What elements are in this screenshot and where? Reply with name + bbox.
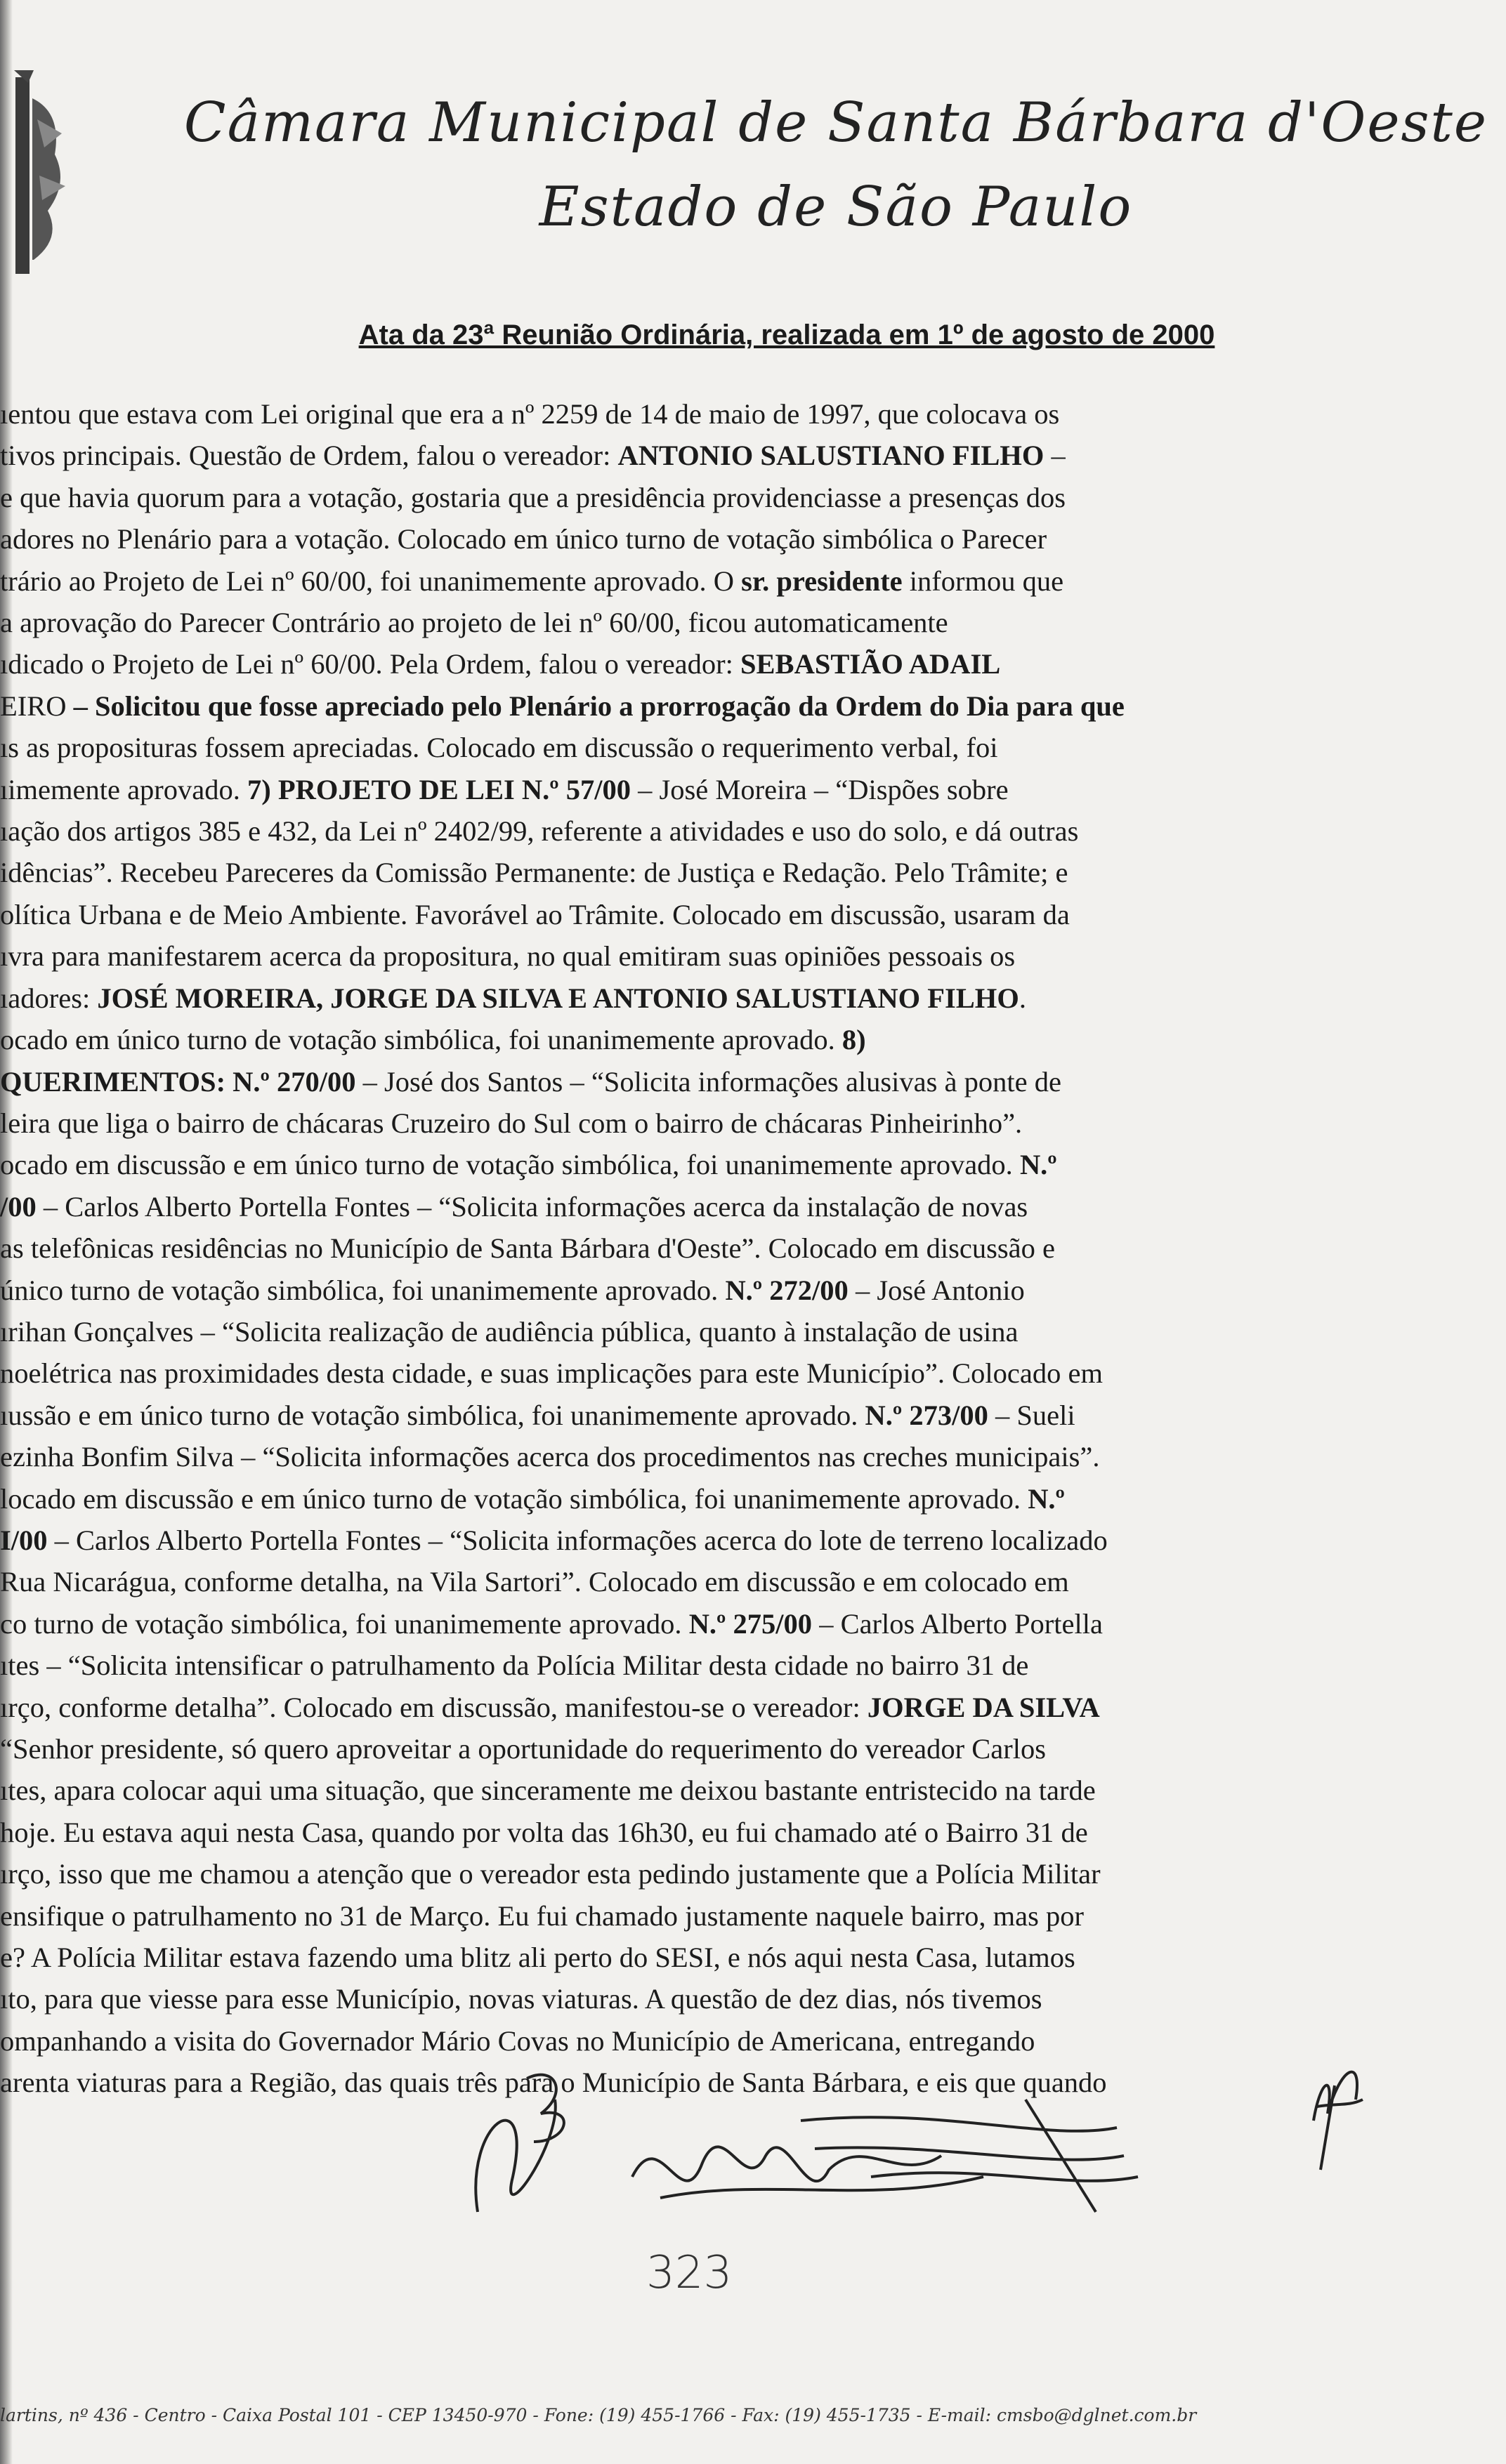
bold-segment: 8) [842,1024,866,1056]
document-title: Ata da 23ª Reunião Ordinária, realizada em 1º de agosto de 2000 [358,319,1215,350]
text-line [0,1937,1366,1978]
bold-segment: I/00 [0,1524,48,1556]
text-segment: e que havia quorum para a votação, gostaria que a presidência providenciasse a presenças dos [0,481,1066,513]
text-segment: olítica Urbana e de Meio Ambiente. Favorável ao Trâmite. Colocado em discussão, usaram da [0,898,1070,930]
text-line [0,1102,1366,1144]
text-line [0,477,1366,518]
text-segment: Rua Nicarágua, conforme detalha, na Vila Sartori”. Colocado em discussão e em colocado em [0,1566,1069,1598]
text-line [0,518,1366,560]
text-segment: . [1019,982,1026,1014]
text-line [0,727,1366,768]
text-segment: informou que [902,565,1064,597]
text-segment: noelétrica nas proximidades desta cidade, e suas implicações para este Município”. Colocado em [0,1357,1103,1390]
text-line [0,1645,1366,1686]
text-line [0,1561,1366,1602]
text-segment: co turno de votação simbólica, foi unanimemente aprovado. [0,1607,689,1640]
text-line [0,435,1366,476]
signatures [450,2036,1503,2303]
bold-segment: ANTONIO SALUSTIANO FILHO [617,440,1045,472]
text-line [0,1019,1366,1060]
bold-segment: sr. presidente [741,565,903,597]
text-line [0,1436,1366,1477]
bold-segment: N.º [1019,1149,1057,1181]
text-segment: – Carlos Alberto Portella [812,1607,1104,1640]
text-segment: único turno de votação simbólica, foi unanimemente aprovado. [0,1274,726,1306]
text-segment: idências”. Recebeu Pareceres da Comissão Permanente: de Justiça e Redação. Pelo Trâmite; e [0,857,1068,889]
text-line [0,769,1366,810]
bold-segment: N.º 275/00 [688,1607,813,1640]
text-segment: ıentou que estava com Lei original que era a nº 2259 de 14 de maio de 1997, que colocava os [0,398,1060,430]
text-segment: ensifique o patrulhamento no 31 de Março. Eu fui chamado justamente naquele bairro, mas por [0,1899,1085,1932]
text-segment: ıto, para que viesse para esse Município, novas viaturas. A questão de dez dias, nós tivemos [0,1983,1042,2015]
text-line [0,1728,1366,1770]
footer-contact-line: lartins, nº 436 - Centro - Caixa Postal 101 - CEP 13450-970 - Fone: (19) 455-1766 - Fax: (19) 455-1735 - E-mail: cmsbo@dglnet.com.br [0,2405,1197,2425]
text-line [0,1186,1366,1227]
bold-segment: – Solicitou que fosse apreciado pelo Plenário a prorrogação da Ordem do Dia para que [66,690,1125,722]
text-segment: ıimemente aprovado. [0,773,248,805]
text-segment: locado em discussão e em único turno de votação simbólica, foi unanimemente aprovado. [0,1482,1028,1515]
text-line [0,1853,1366,1895]
text-line [0,1520,1366,1561]
text-segment: ırço, conforme detalha”. Colocado em discussão, manifestou-se o vereador: [0,1691,867,1723]
text-segment: ıdicado o Projeto de Lei nº 60/00. Pela Ordem, falou o vereador: [0,648,741,680]
text-segment: “Senhor presidente, só quero aproveitar a oportunidade do requerimento do vereador Carlos [0,1733,1046,1765]
text-segment: ıvra para manifestarem acerca da propositura, no qual emitiram suas opiniões pessoais os [0,940,1016,973]
text-line [0,977,1366,1019]
text-segment: arenta viaturas para a Região, das quais três para o Município de Santa Bárbara, e eis que quando [0,2067,1107,2099]
letterhead-chamber-name: Câmara Municipal de Santa Bárbara d'Oeste [183,91,1488,154]
text-segment: tivos principais. Questão de Ordem, falou o vereador: [0,440,618,472]
text-line [0,810,1366,852]
bold-segment: /00 [0,1190,37,1223]
coat-of-arms-icon [13,70,76,281]
text-segment: ıs as proposituras fossem apreciadas. Colocado em discussão o requerimento verbal, foi [0,732,998,764]
text-line [0,1478,1366,1520]
text-segment: – José Moreira – “Dispões sobre [630,773,1009,805]
text-segment: – José dos Santos – “Solicita informações alusivas à ponte de [355,1065,1061,1098]
letterhead-state-name: Estado de São Paulo [539,176,1133,239]
text-segment: – Carlos Alberto Portella Fontes – “Solicita informações acerca do lote de terreno localizado [47,1524,1108,1556]
text-segment: as telefônicas residências no Município de Santa Bárbara d'Oeste”. Colocado em discussão e [0,1232,1055,1265]
bold-segment: JOSÉ MOREIRA, JORGE DA SILVA E ANTONIO SALUSTIANO FILHO [97,982,1019,1014]
bold-segment: N.º 272/00 [725,1274,849,1306]
text-line [0,894,1366,935]
bold-segment: N.º 273/00 [865,1399,988,1431]
text-line [0,1978,1366,2020]
text-segment: e? A Polícia Militar estava fazendo uma blitz ali perto do SESI, e nós aqui nesta Casa, lutamos [0,1942,1075,1974]
text-segment: ompanhando a visita do Governador Mário Covas no Município de Americana, entregando [0,2024,1035,2057]
text-line [0,1603,1366,1645]
text-line [0,560,1366,602]
text-line [0,602,1366,643]
text-segment: ırihan Gonçalves – “Solicita realização de audiência pública, quanto à instalação de usina [0,1315,1019,1348]
text-line [0,935,1366,977]
text-segment: ıtes, apara colocar aqui uma situação, que sinceramente me deixou bastante entristecido na tarde [0,1774,1096,1807]
text-line [0,1895,1366,1937]
text-line [0,393,1366,435]
text-line [0,1812,1366,1853]
text-line [0,1311,1366,1352]
text-segment: adores no Plenário para a votação. Colocado em único turno de votação simbólica o Parecer [0,523,1047,555]
text-line [0,643,1366,685]
text-segment: – [1044,440,1066,472]
text-segment: – Carlos Alberto Portella Fontes – “Solicita informações acerca da instalação de novas [36,1190,1028,1223]
bold-segment: N.º [1028,1482,1065,1515]
text-line [0,1687,1366,1728]
text-line [0,1352,1366,1394]
text-line [0,1770,1366,1811]
text-segment: ıação dos artigos 385 e 432, da Lei nº 2402/99, referente a atividades e uso do solo, e dá outras [0,815,1079,848]
bold-segment: JORGE DA SILVA [867,1691,1100,1723]
minutes-body [0,393,1366,2104]
text-line [0,852,1366,893]
text-segment: ıadores: [0,982,98,1014]
letterhead [176,84,1496,246]
text-segment: ırço, isso que me chamou a atenção que o vereador esta pedindo justamente que a Polícia Militar [0,1858,1101,1890]
text-segment: EIRO [0,690,67,722]
text-line [0,1227,1366,1269]
text-segment: hoje. Eu estava aqui nesta Casa, quando por volta das 16h30, eu fui chamado até o Bairro 31 de [0,1816,1088,1848]
text-segment: ıussão e em único turno de votação simbólica, foi unanimemente aprovado. [0,1399,865,1431]
text-segment: – José Antonio [848,1274,1025,1306]
bold-segment: 7) PROJETO DE LEI N.º 57/00 [247,773,631,805]
text-segment: ocado em único turno de votação simbólica, foi unanimemente aprovado. [0,1024,842,1056]
page-number: 323 [646,2247,733,2299]
text-segment: ezinha Bonfim Silva – “Solicita informações acerca dos procedimentos nas creches municipais”. [0,1441,1100,1473]
bold-segment: QUERIMENTOS: N.º 270/00 [0,1065,356,1098]
text-segment: trário ao Projeto de Lei nº 60/00, foi unanimemente aprovado. O [0,565,742,597]
text-line [0,1061,1366,1102]
text-segment: ocado em discussão e em único turno de votação simbólica, foi unanimemente aprovado. [0,1149,1020,1181]
text-line [0,1270,1366,1311]
text-line [0,1395,1366,1436]
text-segment: ıtes – “Solicita intensificar o patrulhamento da Polícia Militar desta cidade no bairro 31 de [0,1649,1029,1682]
bold-segment: SEBASTIÃO ADAIL [740,648,1001,680]
text-segment: – Sueli [988,1399,1075,1431]
text-line [0,1144,1366,1185]
text-line [0,685,1366,727]
text-segment: leira que liga o bairro de chácaras Cruzeiro do Sul com o bairro de chácaras Pinheirinho”. [0,1107,1023,1139]
text-segment: a aprovação do Parecer Contrário ao projeto de lei nº 60/00, ficou automaticamente [0,607,948,639]
